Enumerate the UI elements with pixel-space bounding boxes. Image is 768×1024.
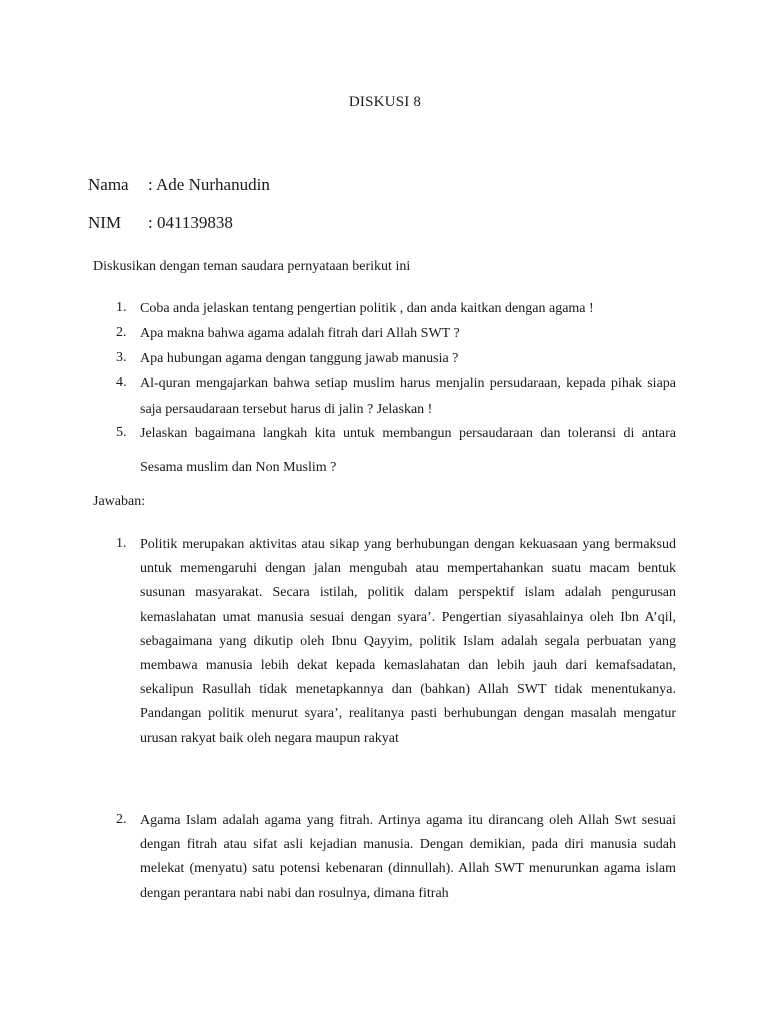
question-text: Jelaskan bagaimana langkah kita untuk membangun persaudaraan dan toleransi di antara Sesama muslim dan Non Muslim ? [140,426,676,475]
question-text: Apa hubungan agama dengan tanggung jawab manusia ? [140,351,459,366]
answer-number: 2. [116,812,127,827]
question-text: Al-quran mengajarkan bahwa setiap muslim harus menjalin persudaraan, kepada pihak siapa saja persaudaraan tersebut harus di jalin ? Jelaskan ! [140,376,676,417]
answer-text: Politik merupakan aktivitas atau sikap yang berhubungan dengan kekuasaan yang bermaksud untuk memengaruhi dengan jalan mengubah atau mempertahankan suatu macam bentuk susunan masyarakat. Secara istilah, politik dalam perspektif islam adalah pengurusan kemaslahatan umat manusia sesuai dengan syara’. Pengertian siyasahlainya oleh Ibn A’qil, sebagaimana yang dikutip oleh Ibnu Qayyim, politik Islam adalah segala perbuatan yang membawa manusia lebih dekat kepada kemaslahatan dan lebih jauh dari kemafsadatan, sekalipun Rasullah tidak menetapkannya dan (bahkan) Allah SWT tidak menentukanya. Pandangan politik menurut syara’, realitanya pasti berhubungan dengan masalah mengatur urusan rakyat baik oleh negara maupun rakyat [140,537,676,746]
question-number: 2. [116,325,127,340]
nim-label: NIM [88,213,122,232]
student-nim-row [88,213,233,233]
instruction-text: Diskusikan dengan teman saudara pernyataan berikut ini [93,259,411,274]
question-number: 4. [116,375,127,390]
question-number: 5. [116,425,127,440]
question-number: 1. [116,300,127,315]
answer-number: 1. [116,536,127,551]
student-name-row [88,175,270,195]
answer-text: Agama Islam adalah agama yang fitrah. Artinya agama itu dirancang oleh Allah Swt sesuai dengan fitrah atau sifat asli kejadian manusia. Dengan demikian, pada diri manusia sudah melekat (menyatu) satu potensi kebenaran (dinnullah). Allah SWT menurunkan agama islam dengan perantara nabi nabi dan rosulnya, dimana fitrah [140,813,676,901]
name-label: Nama [88,175,129,194]
question-text: Coba anda jelaskan tentang pengertian politik , dan anda kaitkan dengan agama ! [140,301,594,316]
question-text: Apa makna bahwa agama adalah fitrah dari Allah SWT ? [140,326,460,341]
document-title: DISKUSI 8 [348,94,422,110]
nim-value: : 041139838 [148,213,233,232]
name-value: : Ade Nurhanudin [148,175,270,194]
answers-label: Jawaban: [93,494,146,509]
question-number: 3. [116,350,127,365]
